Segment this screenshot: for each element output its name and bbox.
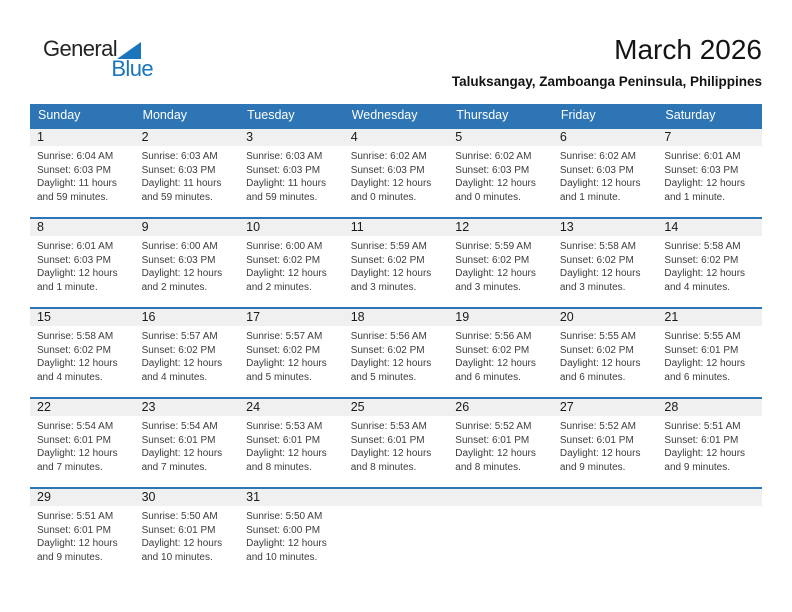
day-number-band	[239, 399, 344, 416]
day-number-band	[30, 309, 135, 326]
daylight-text-line2: and 2 minutes.	[141, 281, 208, 293]
sunrise-text: Sunrise: 5:50 AM	[141, 511, 218, 522]
daylight-text-line1: Daylight: 12 hours	[37, 268, 118, 279]
sunset-text: Sunset: 6:00 PM	[246, 524, 321, 536]
daylight-text-line1: Daylight: 12 hours	[246, 358, 327, 369]
daylight-text-line2: and 7 minutes.	[141, 461, 208, 473]
day-details	[135, 236, 240, 294]
day-cell	[30, 489, 135, 577]
day-number: 28	[664, 400, 679, 414]
sunrise-text: Sunrise: 6:04 AM	[37, 151, 114, 162]
day-number-band	[30, 489, 135, 506]
day-number-band	[239, 489, 344, 506]
day-number-band	[448, 399, 553, 416]
sunrise-text: Sunrise: 5:56 AM	[350, 331, 427, 342]
day-number: 21	[664, 310, 679, 324]
day-details	[553, 506, 658, 510]
day-details	[448, 146, 553, 204]
day-number-band	[657, 399, 762, 416]
day-cell	[239, 309, 344, 397]
daylight-text-line2: and 9 minutes.	[37, 551, 103, 563]
day-cell	[30, 399, 135, 487]
day-cell	[239, 219, 344, 307]
day-number-band	[553, 489, 658, 506]
daylight-text-line1: Daylight: 12 hours	[664, 358, 746, 369]
day-number-band	[344, 309, 449, 326]
day-details	[448, 506, 553, 510]
sunrise-text: Sunrise: 5:54 AM	[141, 421, 218, 432]
daylight-text-line2: and 8 minutes.	[350, 461, 417, 473]
day-number-band	[135, 489, 240, 506]
day-number: 9	[141, 220, 149, 234]
weekday-header-monday: Monday	[142, 108, 188, 122]
day-number: 3	[246, 130, 254, 144]
day-details	[239, 236, 344, 294]
sunrise-text: Sunrise: 5:54 AM	[37, 421, 114, 432]
day-number: 31	[246, 490, 261, 504]
day-number-band	[239, 129, 344, 146]
day-cell	[344, 219, 449, 307]
weekday-header-sunday: Sunday	[38, 108, 81, 122]
day-cell	[344, 309, 449, 397]
calendar	[30, 104, 762, 577]
daylight-text-line1: Daylight: 12 hours	[37, 448, 118, 459]
sunset-text: Sunset: 6:02 PM	[455, 254, 530, 266]
daylight-text-line1: Daylight: 12 hours	[37, 358, 118, 369]
daylight-text-line2: and 59 minutes.	[141, 191, 213, 203]
sunset-text: Sunset: 6:02 PM	[37, 344, 111, 356]
page-subtitle: Taluksangay, Zamboanga Peninsula, Philippines	[451, 74, 762, 89]
sunset-text: Sunset: 6:02 PM	[350, 254, 425, 266]
day-details	[344, 146, 449, 204]
day-details	[553, 236, 658, 294]
sunrise-text: Sunrise: 6:02 AM	[559, 151, 636, 162]
daylight-text-line2: and 1 minute.	[559, 191, 621, 203]
day-cell	[344, 399, 449, 487]
sunrise-text: Sunrise: 5:55 AM	[664, 331, 741, 342]
day-cell	[657, 129, 762, 217]
day-details	[30, 416, 135, 474]
sunset-text: Sunset: 6:03 PM	[664, 164, 739, 176]
daylight-text-line1: Daylight: 12 hours	[664, 268, 746, 279]
sunset-text: Sunset: 6:01 PM	[141, 434, 216, 446]
daylight-text-line2: and 6 minutes.	[559, 371, 626, 383]
day-number: 12	[455, 220, 470, 234]
daylight-text-line1: Daylight: 12 hours	[350, 448, 432, 459]
day-number: 17	[246, 310, 261, 324]
day-details	[135, 506, 240, 564]
sunset-text: Sunset: 6:01 PM	[664, 434, 739, 446]
daylight-text-line1: Daylight: 12 hours	[141, 448, 223, 459]
day-cell	[448, 489, 553, 577]
sunset-text: Sunset: 6:02 PM	[664, 254, 739, 266]
sunset-text: Sunset: 6:02 PM	[350, 344, 425, 356]
day-cell	[135, 219, 240, 307]
day-details	[239, 326, 344, 384]
daylight-text-line2: and 59 minutes.	[37, 191, 109, 203]
sunrise-text: Sunrise: 5:52 AM	[455, 421, 532, 432]
day-number-band	[657, 309, 762, 326]
daylight-text-line1: Daylight: 12 hours	[455, 448, 536, 459]
sunset-text: Sunset: 6:02 PM	[246, 344, 321, 356]
day-details	[344, 326, 449, 384]
daylight-text-line2: and 1 minute.	[37, 281, 98, 293]
daylight-text-line1: Daylight: 12 hours	[455, 268, 536, 279]
sunset-text: Sunset: 6:03 PM	[559, 164, 634, 176]
day-number: 20	[559, 310, 574, 324]
day-cell	[448, 129, 553, 217]
daylight-text-line1: Daylight: 12 hours	[246, 538, 327, 549]
daylight-text-line2: and 4 minutes.	[141, 371, 208, 383]
day-number: 11	[350, 220, 364, 234]
day-number-band	[657, 129, 762, 146]
sunset-text: Sunset: 6:02 PM	[141, 344, 216, 356]
sunrise-text: Sunrise: 5:58 AM	[559, 241, 636, 252]
day-number-band	[553, 399, 658, 416]
day-cell	[553, 399, 658, 487]
day-number-band	[448, 219, 553, 236]
day-number-band	[30, 219, 135, 236]
day-number: 19	[455, 310, 470, 324]
sunrise-text: Sunrise: 5:59 AM	[350, 241, 427, 252]
weekday-header-friday: Friday	[560, 108, 596, 122]
day-number-band	[135, 399, 240, 416]
weekday-header-thursday: Thursday	[456, 108, 509, 122]
daylight-text-line2: and 7 minutes.	[37, 461, 103, 473]
sunset-text: Sunset: 6:02 PM	[559, 344, 634, 356]
daylight-text-line1: Daylight: 12 hours	[141, 358, 223, 369]
day-details	[657, 236, 762, 294]
day-details	[135, 326, 240, 384]
daylight-text-line1: Daylight: 12 hours	[664, 448, 746, 459]
daylight-text-line1: Daylight: 11 hours	[246, 178, 326, 189]
day-number-band	[344, 399, 449, 416]
day-number-band	[344, 489, 449, 506]
day-cell	[448, 309, 553, 397]
sunset-text: Sunset: 6:01 PM	[141, 524, 216, 536]
sunrise-text: Sunrise: 5:51 AM	[37, 511, 114, 522]
day-number: 25	[350, 400, 365, 414]
day-number: 14	[664, 220, 679, 234]
daylight-text-line2: and 4 minutes.	[664, 281, 731, 293]
day-number-band	[553, 129, 658, 146]
week-row	[30, 487, 762, 577]
logo-text-blue: Blue	[111, 56, 153, 81]
sunrise-text: Sunrise: 6:00 AM	[246, 241, 323, 252]
day-details	[30, 326, 135, 384]
sunrise-text: Sunrise: 5:51 AM	[664, 421, 741, 432]
day-number: 1	[37, 130, 44, 144]
day-number: 24	[246, 400, 261, 414]
daylight-text-line2: and 6 minutes.	[664, 371, 731, 383]
day-details	[553, 326, 658, 384]
day-cell	[30, 219, 135, 307]
day-number-band	[553, 309, 658, 326]
day-cell	[135, 129, 240, 217]
sunset-text: Sunset: 6:03 PM	[246, 164, 321, 176]
sunrise-text: Sunrise: 6:00 AM	[141, 241, 218, 252]
sunrise-text: Sunrise: 6:01 AM	[37, 241, 114, 252]
daylight-text-line2: and 0 minutes.	[350, 191, 417, 203]
day-details	[239, 506, 344, 564]
day-number: 10	[246, 220, 261, 234]
day-number: 27	[559, 400, 574, 414]
weekday-header-saturday: Saturday	[665, 108, 716, 122]
day-details	[553, 416, 658, 474]
day-number-band	[448, 309, 553, 326]
day-details	[448, 416, 553, 474]
sunrise-text: Sunrise: 6:02 AM	[350, 151, 427, 162]
sunrise-text: Sunrise: 6:03 AM	[141, 151, 218, 162]
day-details	[30, 236, 135, 294]
sunset-text: Sunset: 6:01 PM	[559, 434, 634, 446]
day-cell	[30, 309, 135, 397]
sunrise-text: Sunrise: 5:57 AM	[246, 331, 323, 342]
day-number: 22	[37, 400, 51, 414]
sunrise-text: Sunrise: 5:56 AM	[455, 331, 532, 342]
sunrise-text: Sunrise: 5:59 AM	[455, 241, 532, 252]
sunrise-text: Sunrise: 6:03 AM	[246, 151, 323, 162]
sunset-text: Sunset: 6:03 PM	[141, 254, 216, 266]
daylight-text-line2: and 1 minute.	[664, 191, 726, 203]
day-cell	[657, 309, 762, 397]
day-number: 4	[350, 130, 358, 144]
daylight-text-line2: and 3 minutes.	[559, 281, 626, 293]
day-details	[30, 506, 135, 564]
day-details	[448, 326, 553, 384]
sunset-text: Sunset: 6:01 PM	[37, 434, 111, 446]
daylight-text-line1: Daylight: 12 hours	[559, 358, 641, 369]
daylight-text-line1: Daylight: 12 hours	[664, 178, 746, 189]
day-cell	[239, 489, 344, 577]
day-number: 18	[350, 310, 365, 324]
day-details	[239, 416, 344, 474]
daylight-text-line2: and 0 minutes.	[455, 191, 521, 203]
day-number-band	[30, 129, 135, 146]
day-cell	[657, 399, 762, 487]
day-cell	[448, 219, 553, 307]
daylight-text-line1: Daylight: 12 hours	[141, 268, 223, 279]
day-number: 16	[141, 310, 156, 324]
day-cell	[135, 489, 240, 577]
day-number: 26	[455, 400, 470, 414]
day-cell	[553, 219, 658, 307]
sunrise-text: Sunrise: 5:50 AM	[246, 511, 323, 522]
day-number: 13	[559, 220, 574, 234]
day-number: 5	[455, 130, 463, 144]
daylight-text-line1: Daylight: 12 hours	[559, 448, 641, 459]
daylight-text-line2: and 8 minutes.	[246, 461, 312, 473]
day-number: 2	[141, 130, 149, 144]
day-cell	[553, 129, 658, 217]
day-number-band	[135, 219, 240, 236]
daylight-text-line1: Daylight: 12 hours	[141, 538, 223, 549]
day-number: 8	[37, 220, 44, 234]
daylight-text-line2: and 59 minutes.	[246, 191, 318, 203]
weekday-header-row	[30, 104, 762, 127]
daylight-text-line1: Daylight: 12 hours	[37, 538, 118, 549]
day-number-band	[657, 219, 762, 236]
logo-text-general: General	[43, 36, 118, 61]
weekday-header-tuesday: Tuesday	[247, 108, 295, 122]
sunset-text: Sunset: 6:01 PM	[350, 434, 425, 446]
sunset-text: Sunset: 6:03 PM	[455, 164, 530, 176]
daylight-text-line2: and 10 minutes.	[141, 551, 213, 563]
week-row	[30, 397, 762, 487]
sunset-text: Sunset: 6:03 PM	[141, 164, 216, 176]
sunset-text: Sunset: 6:03 PM	[37, 164, 111, 176]
day-number-band	[239, 309, 344, 326]
sunrise-text: Sunrise: 5:53 AM	[350, 421, 427, 432]
daylight-text-line2: and 2 minutes.	[246, 281, 312, 293]
day-number-band	[344, 129, 449, 146]
sunrise-text: Sunrise: 6:01 AM	[664, 151, 741, 162]
calendar-weeks	[30, 127, 762, 577]
week-row	[30, 217, 762, 307]
daylight-text-line2: and 3 minutes.	[350, 281, 417, 293]
day-number-band	[135, 309, 240, 326]
day-cell	[344, 129, 449, 217]
daylight-text-line1: Daylight: 11 hours	[37, 178, 117, 189]
daylight-text-line2: and 4 minutes.	[37, 371, 103, 383]
day-cell	[30, 129, 135, 217]
sunrise-text: Sunrise: 6:02 AM	[455, 151, 532, 162]
day-details	[657, 416, 762, 474]
daylight-text-line1: Daylight: 12 hours	[559, 178, 641, 189]
day-details	[553, 146, 658, 204]
day-number: 29	[37, 490, 51, 504]
daylight-text-line2: and 9 minutes.	[559, 461, 626, 473]
day-number-band	[344, 219, 449, 236]
daylight-text-line1: Daylight: 12 hours	[559, 268, 641, 279]
daylight-text-line2: and 3 minutes.	[455, 281, 521, 293]
day-number-band	[239, 219, 344, 236]
day-cell	[239, 129, 344, 217]
sunset-text: Sunset: 6:02 PM	[246, 254, 321, 266]
day-cell	[553, 309, 658, 397]
daylight-text-line1: Daylight: 12 hours	[455, 178, 536, 189]
day-cell	[657, 489, 762, 577]
sunset-text: Sunset: 6:01 PM	[246, 434, 321, 446]
day-number: 23	[141, 400, 156, 414]
sunset-text: Sunset: 6:01 PM	[664, 344, 739, 356]
day-number-band	[448, 489, 553, 506]
daylight-text-line2: and 8 minutes.	[455, 461, 521, 473]
day-details	[448, 236, 553, 294]
day-cell	[553, 489, 658, 577]
daylight-text-line2: and 10 minutes.	[246, 551, 318, 563]
sunset-text: Sunset: 6:03 PM	[37, 254, 111, 266]
sunrise-text: Sunrise: 5:53 AM	[246, 421, 323, 432]
sunset-text: Sunset: 6:01 PM	[37, 524, 111, 536]
day-details	[239, 146, 344, 204]
sunrise-text: Sunrise: 5:52 AM	[559, 421, 636, 432]
daylight-text-line1: Daylight: 11 hours	[141, 178, 222, 189]
day-number: 30	[141, 490, 156, 504]
page-title: March 2026	[614, 34, 762, 65]
daylight-text-line1: Daylight: 12 hours	[350, 178, 432, 189]
day-cell	[344, 489, 449, 577]
day-details	[657, 146, 762, 204]
sunrise-text: Sunrise: 5:55 AM	[559, 331, 636, 342]
day-details	[135, 416, 240, 474]
daylight-text-line2: and 5 minutes.	[350, 371, 417, 383]
day-cell	[239, 399, 344, 487]
sunrise-text: Sunrise: 5:57 AM	[141, 331, 218, 342]
day-cell	[657, 219, 762, 307]
day-number-band	[30, 399, 135, 416]
day-details	[344, 236, 449, 294]
week-row	[30, 307, 762, 397]
day-details	[344, 506, 449, 510]
day-number-band	[448, 129, 553, 146]
day-number: 6	[559, 130, 567, 144]
day-details	[657, 326, 762, 384]
daylight-text-line1: Daylight: 12 hours	[350, 268, 432, 279]
day-cell	[448, 399, 553, 487]
day-number: 15	[37, 310, 51, 324]
day-cell	[135, 399, 240, 487]
general-blue-logo	[43, 38, 153, 80]
daylight-text-line2: and 6 minutes.	[455, 371, 521, 383]
daylight-text-line1: Daylight: 12 hours	[350, 358, 432, 369]
sunset-text: Sunset: 6:02 PM	[455, 344, 530, 356]
daylight-text-line1: Daylight: 12 hours	[455, 358, 536, 369]
day-number-band	[135, 129, 240, 146]
weekday-header-wednesday: Wednesday	[351, 108, 418, 122]
day-details	[344, 416, 449, 474]
sunset-text: Sunset: 6:02 PM	[559, 254, 634, 266]
day-cell	[135, 309, 240, 397]
sunrise-text: Sunrise: 5:58 AM	[664, 241, 741, 252]
daylight-text-line1: Daylight: 12 hours	[246, 268, 327, 279]
day-number-band	[657, 489, 762, 506]
day-details	[135, 146, 240, 204]
daylight-text-line2: and 9 minutes.	[664, 461, 731, 473]
day-details	[657, 506, 762, 510]
daylight-text-line1: Daylight: 12 hours	[246, 448, 327, 459]
sunset-text: Sunset: 6:03 PM	[350, 164, 425, 176]
day-details	[30, 146, 135, 204]
sunrise-text: Sunrise: 5:58 AM	[37, 331, 114, 342]
day-number-band	[553, 219, 658, 236]
daylight-text-line2: and 5 minutes.	[246, 371, 312, 383]
day-number: 7	[664, 130, 672, 144]
sunset-text: Sunset: 6:01 PM	[455, 434, 530, 446]
week-row	[30, 127, 762, 217]
